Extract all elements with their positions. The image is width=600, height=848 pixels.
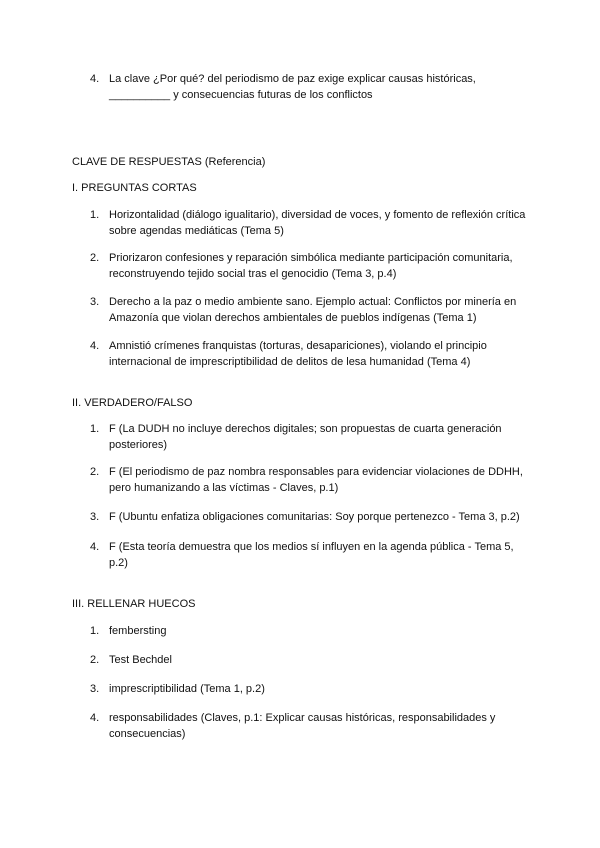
item-number: 3.	[90, 296, 100, 308]
answer-key-title: CLAVE DE RESPUESTAS (Referencia)	[72, 156, 266, 168]
item-number: 1.	[90, 625, 100, 637]
item-number: 3.	[90, 683, 100, 695]
item-number: 4.	[90, 340, 100, 352]
question-item	[90, 72, 530, 103]
item-text: La clave ¿Por qué? del periodismo de paz exige explicar causas históricas, __________ y consecuencias futuras de los conflictos	[109, 73, 476, 101]
list-item	[90, 295, 530, 326]
list-item	[90, 653, 530, 669]
item-text: Amnistió crímenes franquistas (torturas, desapariciones), violando el principio internacional de imprescriptibilidad de delitos de lesa humanidad (Tema 4)	[109, 340, 487, 368]
list-item	[90, 339, 530, 370]
item-text: Horizontalidad (diálogo igualitario), diversidad de voces, y fomento de reflexión crítica sobre agendas mediáticas (Tema 5)	[109, 209, 526, 237]
item-text: F (La DUDH no incluye derechos digitales; son propuestas de cuarta generación posteriores)	[109, 423, 502, 451]
item-text: Test Bechdel	[109, 654, 172, 666]
list-item	[90, 208, 530, 239]
section-title: II. VERDADERO/FALSO	[72, 397, 193, 409]
item-text: F (Esta teoría demuestra que los medios sí influyen en la agenda pública - Tema 5, p.2)	[109, 541, 514, 569]
item-text: Derecho a la paz o medio ambiente sano. Ejemplo actual: Conflictos por minería en Amazonía que violan derechos ambientales de pueblos indígenas (Tema 1)	[109, 296, 517, 324]
item-number: 2.	[90, 654, 100, 666]
item-number: 4.	[90, 73, 100, 85]
item-number: 4.	[90, 712, 100, 724]
list-item	[90, 540, 530, 571]
section-title: I. PREGUNTAS CORTAS	[72, 182, 197, 194]
item-number: 1.	[90, 423, 100, 435]
item-text: Priorizaron confesiones y reparación simbólica mediante participación comunitaria, reconstruyendo tejido social tras el genocidio (Tema 3, p.4)	[109, 252, 513, 280]
list-item	[90, 624, 530, 640]
item-text: F (Ubuntu enfatiza obligaciones comunitarias: Soy porque pertenezco - Tema 3, p.2)	[109, 511, 520, 523]
item-number: 1.	[90, 209, 100, 221]
item-number: 3.	[90, 511, 100, 523]
item-text: responsabilidades (Claves, p.1: Explicar causas históricas, responsabilidades y consecuencias)	[109, 712, 496, 740]
list-item	[90, 682, 530, 698]
item-text: fembersting	[109, 625, 167, 637]
list-item	[90, 422, 530, 453]
item-text: F (El periodismo de paz nombra responsables para evidenciar violaciones de DDHH, pero humanizando a las víctimas - Claves, p.1)	[109, 466, 523, 494]
item-number: 2.	[90, 466, 100, 478]
list-item	[90, 465, 530, 496]
item-number: 4.	[90, 541, 100, 553]
item-number: 2.	[90, 252, 100, 264]
section-title: III. RELLENAR HUECOS	[72, 598, 196, 610]
list-item	[90, 510, 530, 526]
item-text: imprescriptibilidad (Tema 1, p.2)	[109, 683, 265, 695]
list-item	[90, 251, 530, 282]
list-item	[90, 711, 530, 742]
